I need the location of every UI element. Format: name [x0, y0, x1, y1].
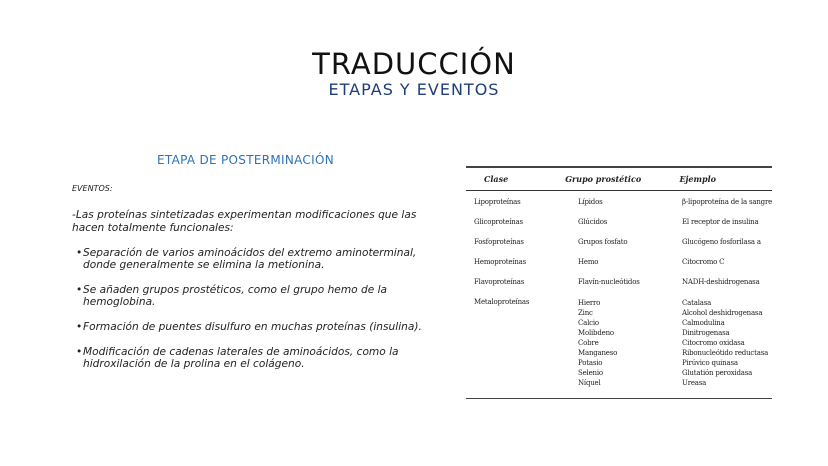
table-row: [466, 215, 772, 235]
events-list: [76, 247, 436, 383]
cell-ejemplo: El receptor de insulina: [682, 217, 759, 226]
section-title: ETAPA DE POSTERMINACIÓN: [157, 153, 334, 167]
table-row: [466, 275, 772, 295]
cell-grupo: Selenio: [578, 368, 603, 377]
cell-grupo: Níquel: [578, 378, 601, 387]
slide-subtitle: ETAPAS Y EVENTOS: [328, 80, 500, 99]
header-ejemplo: Ejemplo: [679, 173, 716, 184]
bullet-icon: •: [76, 247, 83, 259]
cell-ejemplo: Dinitrogenasa: [682, 328, 730, 337]
cell-grupo: Zinc: [578, 308, 593, 317]
cell-ejemplo: NADH-deshidrogenasa: [682, 277, 760, 286]
table-body: [466, 191, 772, 398]
cell-ejemplo: β-lipoproteína de la sangre: [682, 197, 773, 206]
table-header: [466, 168, 772, 190]
cell-clase: Metaloproteínas: [474, 297, 530, 306]
cell-ejemplo: Pirúvico quinasa: [682, 358, 738, 367]
intro-text: -Las proteínas sintetizadas experimentan modificaciones que las hacen totalmente funcionales:: [72, 209, 417, 234]
list-item-text: Formación de puentes disulfuro en muchas proteínas (insulina).: [83, 321, 422, 334]
cell-ejemplo: Calmodulina: [682, 318, 725, 327]
cell-ejemplo: Ureasa: [682, 378, 707, 387]
cell-ejemplo: Glucógeno fosforilasa a: [682, 237, 761, 246]
cell-grupo-list: [578, 298, 682, 388]
table-row: [466, 235, 772, 255]
bullet-icon: •: [76, 345, 83, 358]
cell-grupo: Molibdeno: [578, 328, 614, 337]
cell-grupo: Calcio: [578, 318, 599, 327]
list-item: [76, 321, 436, 333]
events-label: EVENTOS:: [72, 184, 113, 193]
cell-ejemplo: Catalasa: [682, 298, 712, 307]
cell-ejemplo: Ribonucleótido reductasa: [682, 348, 769, 357]
table-row: [466, 255, 772, 275]
list-item-text: Modificación de cadenas laterales de aminoácidos, como la hidroxilación de la prolina en el colágeno.: [83, 345, 399, 371]
cell-clase: Fosfoproteínas: [474, 237, 524, 246]
cell-ejemplo: Alcohol deshidrogenasa: [682, 308, 763, 317]
cell-grupo: Hierro: [578, 298, 601, 307]
table-row-metaloproteinas: [466, 295, 772, 388]
cell-ejemplo-list: [682, 298, 772, 388]
table-row: [466, 195, 772, 215]
cell-grupo: Cobre: [578, 338, 599, 347]
cell-grupo: Flavín-nucleótidos: [578, 277, 640, 286]
list-item: [76, 284, 436, 309]
cell-clase: Lipoproteínas: [474, 197, 521, 206]
cell-clase: Hemoproteínas: [474, 257, 527, 266]
slide-title: TRADUCCIÓN: [312, 47, 516, 81]
cell-grupo: Lípidos: [578, 197, 603, 206]
header-clase: Clase: [484, 173, 509, 184]
bullet-icon: •: [76, 321, 83, 334]
cell-grupo: Grupos fosfato: [578, 237, 628, 246]
cell-ejemplo: Citocromo oxidasa: [682, 338, 745, 347]
cell-ejemplo: Citocromo C: [682, 257, 725, 266]
cell-clase: Flavoproteínas: [474, 277, 525, 286]
list-item: [76, 247, 436, 272]
bullet-icon: •: [76, 284, 83, 297]
list-item-text: Se añaden grupos prostéticos, como el grupo hemo de la hemoglobina.: [83, 284, 388, 309]
list-item-text: Separación de varios aminoácidos del extremo aminoterminal, donde generalmente se elimina la metionina.: [83, 247, 417, 272]
cell-clase: Glicoproteínas: [474, 217, 523, 226]
cell-grupo: Manganeso: [578, 348, 618, 357]
cell-grupo: Hemo: [578, 257, 599, 266]
list-item: [76, 346, 436, 371]
prosthetic-groups-table: [466, 166, 772, 399]
header-grupo: Grupo prostético: [565, 173, 642, 184]
cell-ejemplo: Glutatión peroxidasa: [682, 368, 753, 377]
cell-grupo: Potasio: [578, 358, 603, 367]
table-bottom-rule: [466, 398, 772, 400]
cell-grupo: Glúcidos: [578, 217, 608, 226]
